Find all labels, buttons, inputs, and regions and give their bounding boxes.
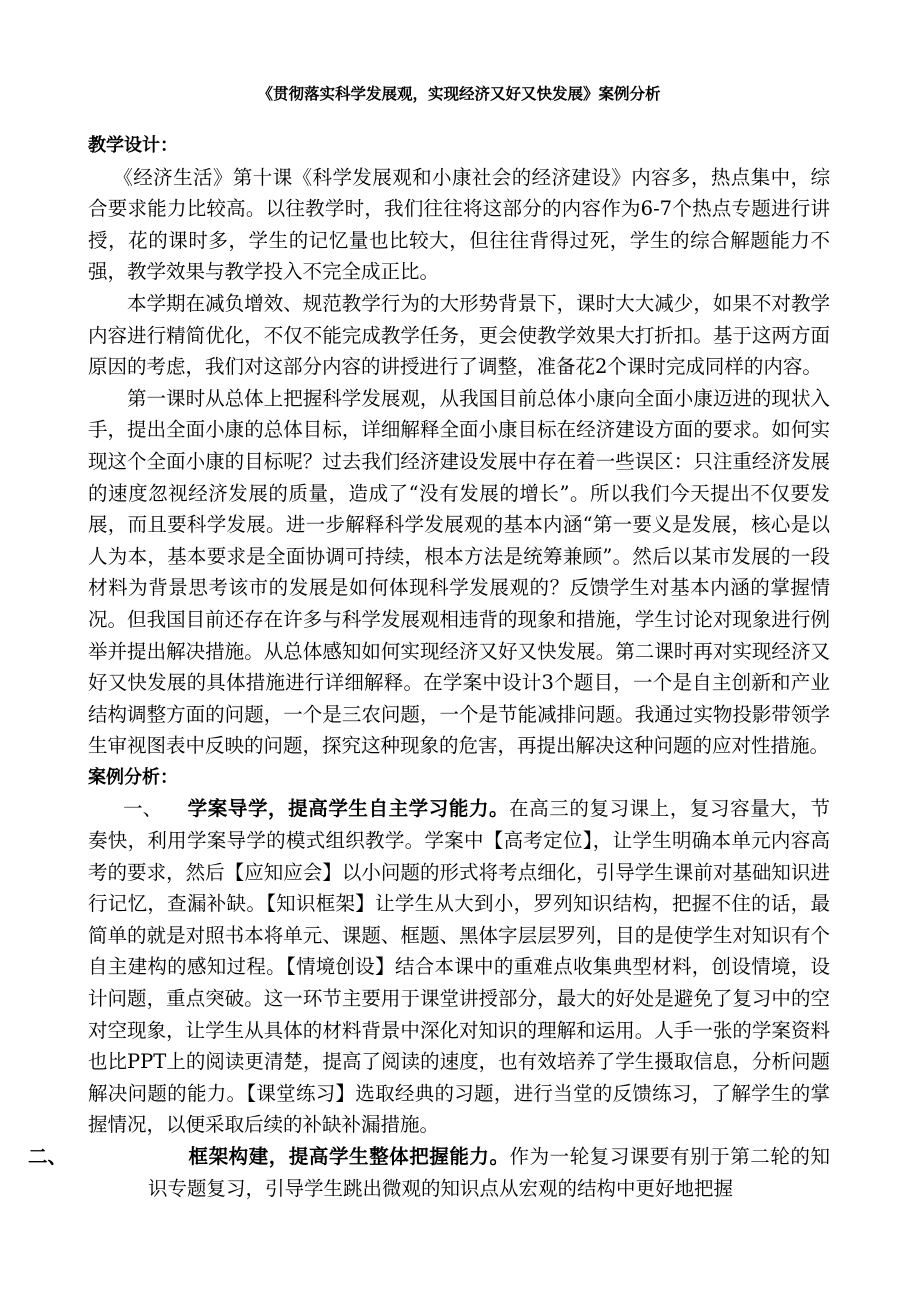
case-item-2 <box>28 1141 830 1204</box>
section-heading-case-analysis: 案例分析： <box>88 766 178 788</box>
case-item-number: 二、 <box>28 1145 68 1168</box>
case-item-number: 一、 <box>123 797 163 821</box>
section-heading-teaching-design: 教学设计： <box>88 135 178 156</box>
paragraph: 本学期在减负增效、规范教学行为的大形势背景下，课时大大减少，如果不对教学内容进行精简优化，不仅不能完成教学任务，更会使教学效果大打折扣。基于这两方面原因的考虑，我们对这部分内容的讲授进行了调整，准备花2个课时完成同样的内容。 <box>88 291 830 379</box>
document-title: 《贯彻落实科学发展观，实现经济又好又快发展》案例分析 <box>257 85 661 103</box>
document-page <box>28 82 830 1204</box>
paragraph: 第一课时从总体上把握科学发展观，从我国目前总体小康向全面小康迈进的现状入手，提出全面小康的总体目标，详细解释全面小康目标在经济建设方面的要求。如何实现这个全面小康的目标呢？过去我们经济建设发展中存在着一些误区：只注重经济发展的速度忽视经济发展的质量，造成了“没有发展的增长”。所以我们今天提出不仅要发展，而且要科学发展。进一步解释科学发展观的基本内涵“第一要义是发展，核心是以人为本，基本要求是全面协调可持续，根本方法是统筹兼顾”。然后以某市发展的一段材料为背景思考该市的发展是如何体现科学发展观的？反馈学生对基本内涵的掌握情况。但我国目前还存在许多与科学发展观相违背的现象和措施，学生讨论对现象进行例举并提出解决措施。从总体感知如何实现经济又好又快发展。第二课时再对实现经济又好又快发展的具体措施进行详细解释。在学案中设计3个题目，一个是自主创新和产业结构调整方面的问题，一个是三农问题，一个是节能减排问题。我通过实物投影带领学生审视图表中反映的问题，探究这种现象的危害，再提出解决这种问题的应对性措施。 <box>88 386 830 758</box>
case-item-lead: 学案导学，提高学生自主学习能力。 <box>187 797 510 821</box>
paragraph: 《经济生活》第十课《科学发展观和小康社会的经济建设》内容多，热点集中，综合要求能力比较高。以往教学时，我们往往将这部分的内容作为6-7个热点专题进行讲授，花的课时多，学生的记忆量也比较大，但往往背得过死，学生的综合解题能力不强，教学效果与教学投入不完全成正比。 <box>88 165 830 284</box>
case-item-1 <box>88 793 830 1141</box>
case-item-body: 在高三的复习课上，复习容量大，节奏快，利用学案导学的模式组织教学。学案中【高考定位】，让学生明确本单元内容高考的要求，然后【应知应会】以小问题的形式将考点细化，引导学生课前对基础知识进行记忆，查漏补缺。【知识框架】让学生从大到小，罗列知识结构，把握不住的话，最简单的就是对照书本将单元、课题、框题、黑体字层层罗列，目的是使学生对知识有个自主建构的感知过程。【情境创设】结合本课中的重难点收集典型材料，创设情境，设计问题，重点突破。这一环节主要用于课堂讲授部分，最大的好处是避免了复习中的空对空现象，让学生从具体的材料背景中深化对知识的理解和运用。人手一张的学案资料也比PPT上的阅读更清楚，提高了阅读的速度，也有效培养了学生摄取信息，分析问题解决问题的能力。【课堂练习】选取经典的习题，进行当堂的反馈练习，了解学生的掌握情况，以便采取后续的补缺补漏措施。 <box>88 797 830 1137</box>
case-item-lead: 框架构建，提高学生整体把握能力。 <box>188 1145 510 1168</box>
case-item-body: 作为一轮复习课要有别于第二轮的知识专题复习，引导学生跳出微观的知识点从宏观的结构中更好地把握 <box>148 1145 830 1200</box>
